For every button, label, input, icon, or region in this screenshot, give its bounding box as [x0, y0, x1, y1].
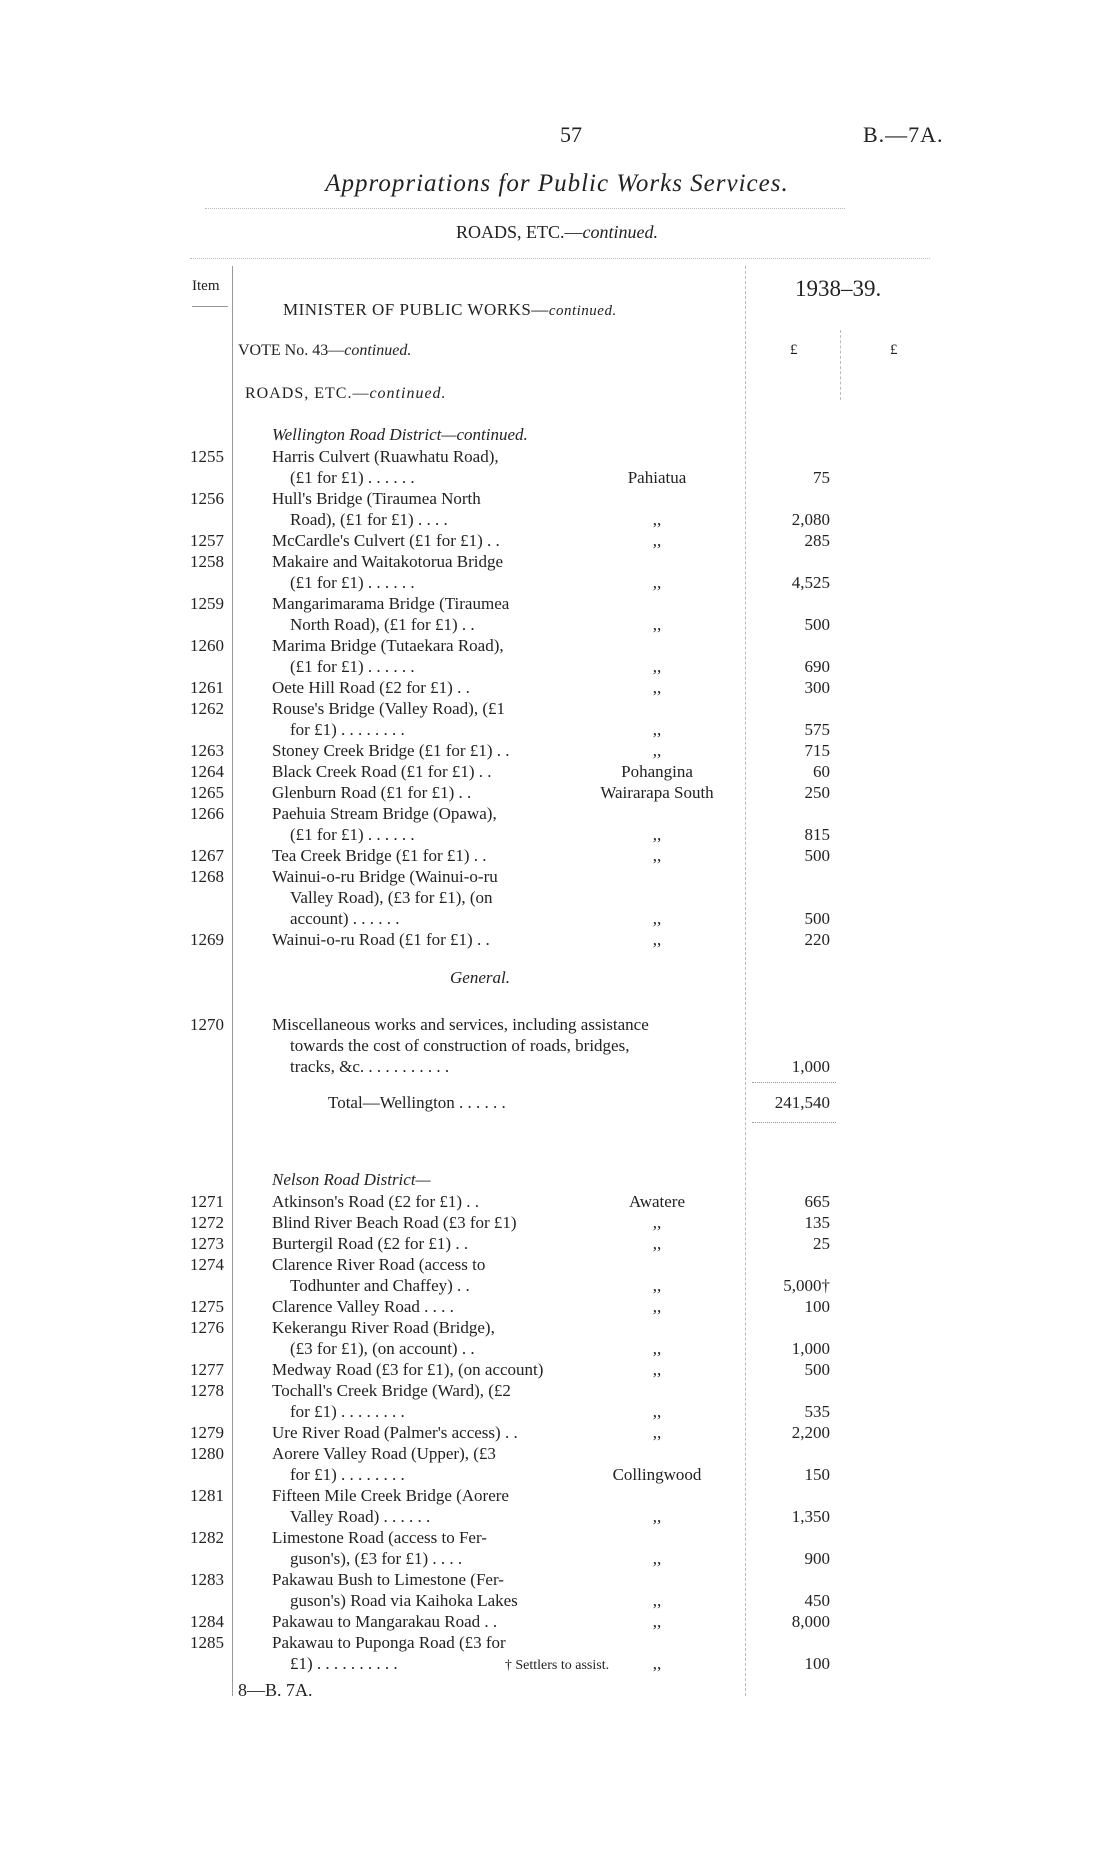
item-description	[272, 929, 582, 950]
description-line: for £1) . . . . . . . .	[290, 1402, 405, 1421]
description-line: Rouse's Bridge (Valley Road), (£1	[272, 699, 505, 718]
item-number: 1269	[190, 930, 224, 949]
amount: 2,080	[791, 510, 830, 529]
item-description	[272, 803, 582, 845]
item-description	[272, 1296, 582, 1317]
description-line: (£1 for £1) . . . . . .	[290, 825, 415, 844]
place-name: ,,	[652, 1549, 662, 1568]
description-line: Burtergil Road (£2 for £1) . .	[272, 1234, 469, 1253]
item-description	[272, 488, 582, 530]
item-description	[272, 761, 582, 782]
item-description	[272, 593, 582, 635]
description-line: Makaire and Waitakotorua Bridge	[272, 552, 504, 571]
vote-heading	[238, 342, 411, 360]
place-name: ,,	[652, 1507, 662, 1526]
description-line: (£3 for £1), (on account) . .	[290, 1339, 475, 1358]
description-line: (£1 for £1) . . . . . .	[290, 657, 415, 676]
amount: 150	[804, 1465, 830, 1484]
description-line: Glenburn Road (£1 for £1) . .	[272, 783, 472, 802]
description-line: Marima Bridge (Tutaekara Road),	[272, 636, 504, 655]
amount: 450	[804, 1591, 830, 1610]
footnote: † Settlers to assist.	[504, 1658, 610, 1673]
place-name: ,,	[652, 573, 662, 592]
pound-column-1: £	[790, 342, 798, 358]
place-name: Pohangina	[621, 762, 693, 781]
item-description	[272, 1422, 582, 1443]
item-description	[272, 551, 582, 593]
description-line: Kekerangu River Road (Bridge),	[272, 1318, 495, 1337]
description-line: McCardle's Culvert (£1 for £1) . .	[272, 531, 500, 550]
item-header-rule	[192, 306, 228, 307]
item-description	[272, 866, 582, 929]
section-subtitle	[0, 222, 1114, 243]
amount: 25	[813, 1234, 830, 1253]
place-name: ,,	[652, 657, 662, 676]
item-number: 1283	[190, 1570, 224, 1589]
place-name: ,,	[652, 1612, 662, 1631]
item-number: 1273	[190, 1234, 224, 1253]
description-line: Todhunter and Chaffey) . .	[290, 1276, 470, 1295]
item-number: 1266	[190, 804, 224, 823]
description-line: Aorere Valley Road (Upper), (£3	[272, 1444, 496, 1463]
amount: 500	[804, 846, 830, 865]
description-line: Tochall's Creek Bridge (Ward), (£2	[272, 1381, 511, 1400]
minister-heading	[283, 300, 617, 320]
description-line: Hull's Bridge (Tiraumea North	[272, 489, 481, 508]
item-number: 1278	[190, 1381, 224, 1400]
place-name: ,,	[652, 1423, 662, 1442]
place-name: Collingwood	[612, 1465, 702, 1484]
item-number: 1271	[190, 1192, 224, 1211]
item-description	[272, 1527, 582, 1569]
item-number: 1267	[190, 846, 224, 865]
description-line: North Road), (£1 for £1) . .	[290, 615, 475, 634]
item-number: 1279	[190, 1423, 224, 1442]
amount: 715	[804, 741, 830, 760]
item-description	[272, 1212, 582, 1233]
general-line-2: towards the cost of construction of roads, bridges,	[290, 1036, 630, 1055]
place-name: ,,	[652, 1213, 662, 1232]
place-name: ,,	[652, 1339, 662, 1358]
description-line: Ure River Road (Palmer's access) . .	[272, 1423, 518, 1442]
signature-mark: 8—B. 7A.	[238, 1680, 313, 1700]
item-description	[272, 1569, 582, 1611]
item-description	[272, 1380, 582, 1422]
table-top-rule	[190, 258, 930, 259]
place-name: ,,	[652, 720, 662, 739]
item-description	[272, 1485, 582, 1527]
amount: 1,000	[791, 1339, 830, 1358]
description-line: Harris Culvert (Ruawhatu Road),	[272, 447, 499, 466]
year-column-header: 1938–39.	[795, 276, 882, 301]
item-number: 1256	[190, 489, 224, 508]
item-number: 1260	[190, 636, 224, 655]
page-title: Appropriations for Public Works Services.	[325, 170, 789, 197]
item-number: 1282	[190, 1528, 224, 1547]
description-line: Clarence River Road (access to	[272, 1255, 486, 1274]
place-name: ,,	[652, 741, 662, 760]
description-line: £1) . . . . . . . . . .	[290, 1654, 398, 1673]
item-number: 1275	[190, 1297, 224, 1316]
place-name: ,,	[652, 1591, 662, 1610]
item-number: 1280	[190, 1444, 224, 1463]
description-line: Pakawau to Puponga Road (£3 for	[272, 1633, 506, 1652]
total-amount: 241,540	[774, 1093, 830, 1112]
description-line: (£1 for £1) . . . . . .	[290, 573, 415, 592]
description-line: for £1) . . . . . . . .	[290, 1465, 405, 1484]
page-number: 57	[560, 122, 582, 147]
nelson-district-heading: Nelson Road District—	[272, 1170, 431, 1189]
description-line: Blind River Beach Road (£3 for £1)	[272, 1213, 517, 1232]
amount: 60	[813, 762, 830, 781]
item-number: 1284	[190, 1612, 224, 1631]
description-line: Road), (£1 for £1) . . . .	[290, 510, 448, 529]
general-amount: 1,000	[791, 1057, 830, 1076]
place-name: ,,	[652, 909, 662, 928]
item-description	[272, 1443, 582, 1485]
description-line: guson's), (£3 for £1) . . . .	[290, 1549, 463, 1568]
vote-continued: continued.	[344, 342, 412, 359]
description-line: Valley Road) . . . . . .	[290, 1507, 431, 1526]
place-name: ,,	[652, 531, 662, 550]
item-description	[272, 1317, 582, 1359]
place-name: ,,	[652, 846, 662, 865]
description-line: Tea Creek Bridge (£1 for £1) . .	[272, 846, 487, 865]
roads-continued: continued.	[369, 385, 447, 402]
item-number: 1264	[190, 762, 224, 781]
item-description	[272, 1191, 582, 1212]
pound-column-2: £	[890, 342, 898, 358]
general-heading: General.	[450, 968, 510, 987]
amount: 285	[804, 531, 830, 550]
item-number: 1274	[190, 1255, 224, 1274]
description-line: Mangarimarama Bridge (Tiraumea	[272, 594, 510, 613]
amount: 100	[804, 1654, 830, 1673]
item-number: 1259	[190, 594, 224, 613]
item-description	[272, 1233, 582, 1254]
item-description	[272, 845, 582, 866]
amount: 135	[804, 1213, 830, 1232]
amount: 250	[804, 783, 830, 802]
description-line: Black Creek Road (£1 for £1) . .	[272, 762, 492, 781]
total-bottom-rule	[752, 1122, 836, 1123]
description-line: Limestone Road (access to Fer-	[272, 1528, 487, 1547]
place-name: Awatere	[628, 1192, 685, 1211]
item-description	[272, 530, 582, 551]
item-description	[272, 1254, 582, 1296]
amount: 500	[804, 1360, 830, 1379]
description-line: (£1 for £1) . . . . . .	[290, 468, 415, 487]
description-line: Valley Road), (£3 for £1), (on	[290, 888, 493, 907]
amount: 665	[804, 1192, 830, 1211]
description-line: Atkinson's Road (£2 for £1) . .	[272, 1192, 480, 1211]
amount: 535	[804, 1402, 830, 1421]
item-description	[272, 446, 582, 488]
roads-heading	[245, 385, 447, 403]
amount: 100	[804, 1297, 830, 1316]
place-name: ,,	[652, 1360, 662, 1379]
place-name: ,,	[652, 1654, 662, 1673]
document-reference: B.—7A.	[863, 122, 944, 147]
vote-main: VOTE No. 43—	[238, 342, 345, 359]
amount: 815	[804, 825, 830, 844]
description-line: Oete Hill Road (£2 for £1) . .	[272, 678, 470, 697]
amount-column-divider	[840, 330, 841, 400]
item-number: 1257	[190, 531, 224, 550]
general-description	[272, 1014, 752, 1077]
subtitle-continued: continued.	[582, 222, 658, 242]
subtitle-main: ROADS, ETC.—	[456, 222, 583, 242]
place-name: ,,	[652, 1402, 662, 1421]
total-top-rule	[752, 1082, 836, 1083]
roads-main: ROADS, ETC.—	[245, 385, 370, 402]
description-line: Pakawau Bush to Limestone (Fer-	[272, 1570, 504, 1589]
wellington-district-heading: Wellington Road District—continued.	[272, 425, 528, 444]
item-number: 1262	[190, 699, 224, 718]
general-item-number: 1270	[190, 1015, 224, 1034]
place-name: ,,	[652, 1297, 662, 1316]
place-name: Pahiatua	[627, 468, 687, 487]
amount: 75	[813, 468, 830, 487]
item-number: 1285	[190, 1633, 224, 1652]
place-name: ,,	[652, 615, 662, 634]
amount: 300	[804, 678, 830, 697]
description-line: Medway Road (£3 for £1), (on account)	[272, 1360, 544, 1379]
item-description	[272, 677, 582, 698]
item-description	[272, 635, 582, 677]
item-number: 1281	[190, 1486, 224, 1505]
item-column-divider	[232, 266, 233, 1696]
amount: 1,350	[791, 1507, 830, 1526]
item-description	[272, 1359, 582, 1380]
item-number: 1261	[190, 678, 224, 697]
item-number: 1277	[190, 1360, 224, 1379]
amount: 5,000†	[783, 1276, 830, 1295]
item-number: 1272	[190, 1213, 224, 1232]
place-name: ,,	[652, 930, 662, 949]
general-line-3: tracks, &c. . . . . . . . . . .	[290, 1057, 450, 1076]
title-rule	[205, 208, 845, 209]
amount: 8,000	[791, 1612, 830, 1631]
place-name: Wairarapa South	[600, 783, 714, 802]
amount: 900	[804, 1549, 830, 1568]
amount: 2,200	[791, 1423, 830, 1442]
total-label: Total—Wellington . . . . . .	[328, 1093, 506, 1112]
item-column-header: Item	[192, 278, 220, 294]
description-line: Wainui-o-ru Road (£1 for £1) . .	[272, 930, 490, 949]
amount: 4,525	[791, 573, 830, 592]
amount: 500	[804, 909, 830, 928]
item-number: 1268	[190, 867, 224, 886]
description-line: Clarence Valley Road . . . .	[272, 1297, 454, 1316]
item-number: 1258	[190, 552, 224, 571]
description-line: Paehuia Stream Bridge (Opawa),	[272, 804, 497, 823]
amount: 690	[804, 657, 830, 676]
item-number: 1263	[190, 741, 224, 760]
description-line: account) . . . . . .	[290, 909, 400, 928]
description-line: Stoney Creek Bridge (£1 for £1) . .	[272, 741, 510, 760]
item-description	[272, 698, 582, 740]
minister-continued: continued.	[548, 303, 617, 319]
amount: 500	[804, 615, 830, 634]
description-line: for £1) . . . . . . . .	[290, 720, 405, 739]
item-number: 1265	[190, 783, 224, 802]
description-line: Fifteen Mile Creek Bridge (Aorere	[272, 1486, 509, 1505]
item-number: 1255	[190, 447, 224, 466]
item-description	[272, 1611, 582, 1632]
amount: 220	[804, 930, 830, 949]
place-name: ,,	[652, 1234, 662, 1253]
place-name: ,,	[652, 678, 662, 697]
minister-main: MINISTER OF PUBLIC WORKS—	[283, 300, 549, 319]
amount: 575	[804, 720, 830, 739]
place-name: ,,	[652, 825, 662, 844]
general-line-1: Miscellaneous works and services, including assistance	[272, 1015, 649, 1034]
place-name: ,,	[652, 1276, 662, 1295]
item-description	[272, 740, 582, 761]
place-name: ,,	[652, 510, 662, 529]
description-line: guson's) Road via Kaihoka Lakes	[290, 1591, 518, 1610]
description-line: Pakawau to Mangarakau Road . .	[272, 1612, 498, 1631]
item-number: 1276	[190, 1318, 224, 1337]
description-line: Wainui-o-ru Bridge (Wainui-o-ru	[272, 867, 498, 886]
item-description	[272, 782, 582, 803]
